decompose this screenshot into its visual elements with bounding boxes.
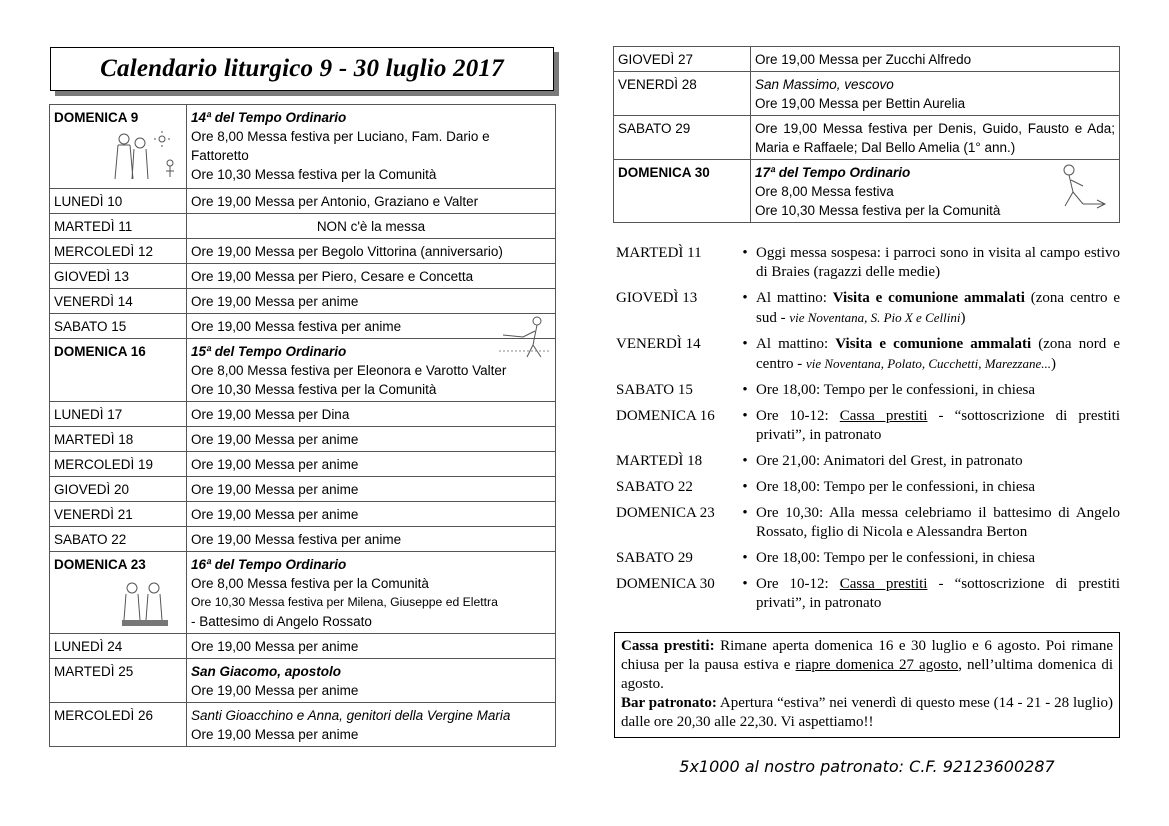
event-text-part: (zona nord e centro - — [756, 336, 1120, 372]
entry-cell — [187, 105, 556, 189]
day-label: LUNEDÌ 24 — [50, 634, 187, 659]
entry-cell — [187, 659, 556, 703]
celebration-title: 17ª del Tempo Ordinario — [755, 165, 911, 180]
event-day: GIOVEDÌ 13 — [616, 290, 698, 306]
day-label: MERCOLEDÌ 19 — [50, 452, 187, 477]
baptism-line: - Battesimo di Angelo Rossato — [191, 614, 372, 629]
mass-line: Ore 19,00 Messa per anime — [187, 502, 556, 527]
event-text — [756, 407, 1120, 445]
mass-line: Ore 19,00 Messa per anime — [187, 289, 556, 314]
day-label: GIOVEDÌ 13 — [50, 264, 187, 289]
event-day: DOMENICA 30 — [616, 576, 715, 592]
mass-line: Ore 19,00 Messa per Bettin Aurelia — [755, 96, 966, 111]
day-label: DOMENICA 23 — [54, 557, 146, 572]
event-text — [756, 575, 1120, 613]
event-day: DOMENICA 23 — [616, 505, 715, 521]
notice-text: Rimane aperta domenica 16 e 30 luglio e 6 agosto. Poi rimane chiusa per la pausa estiva e — [621, 638, 1113, 673]
celebration-title: 15ª del Tempo Ordinario — [191, 344, 347, 359]
event-day: MARTEDÌ 11 — [616, 245, 702, 261]
bullet-icon: • — [742, 336, 748, 352]
bullet-icon: • — [742, 550, 748, 566]
mass-line: Ore 19,00 Messa festiva per anime — [191, 319, 402, 334]
table-row — [50, 427, 556, 452]
mass-line: Ore 8,00 Messa festiva per Luciano, Fam. Dario e Fattoretto — [191, 129, 490, 163]
bullet-icon: • — [742, 453, 748, 469]
mass-line: Ore 19,00 Messa per anime — [187, 427, 556, 452]
mass-line: Ore 19,00 Messa per anime — [187, 477, 556, 502]
celebration-title: San Giacomo, apostolo — [191, 664, 342, 679]
table-row — [50, 264, 556, 289]
table-row — [614, 47, 1120, 72]
bullet-icon: • — [742, 408, 748, 424]
table-row — [614, 116, 1120, 160]
day-label: SABATO 15 — [50, 314, 187, 339]
table-row — [50, 552, 556, 634]
table-row — [50, 477, 556, 502]
mass-line: Ore 8,00 Messa festiva per la Comunità — [191, 576, 429, 591]
event-text-part: - “sottoscrizione di prestiti privati”, in patronato — [756, 576, 1121, 611]
day-label: MARTEDÌ 25 — [50, 659, 187, 703]
bullet-icon: • — [742, 382, 748, 398]
event-text-part: Ore 10-12: — [756, 576, 840, 592]
day-label: MARTEDÌ 11 — [50, 214, 187, 239]
notice-label: Cassa prestiti: — [621, 638, 715, 654]
list-item — [616, 335, 1120, 374]
mass-line: Ore 19,00 Messa per Piero, Cesare e Concetta — [187, 264, 556, 289]
event-text-part: Al mattino: — [756, 336, 836, 352]
mass-line: Ore 10,30 Messa festiva per la Comunità — [191, 382, 437, 397]
day-label: DOMENICA 16 — [50, 339, 187, 402]
mass-line: Ore 8,00 Messa festiva per Eleonora e Varotto Valter — [191, 363, 507, 378]
event-text-part: - “sottoscrizione di prestiti privati”, in patronato — [756, 408, 1121, 443]
list-item — [616, 407, 1120, 445]
table-row — [614, 160, 1120, 223]
event-highlight: Visita e comunione ammalati — [832, 290, 1025, 306]
list-item — [616, 575, 1120, 613]
footer-text: 5x1000 al nostro patronato: C.F. 92123600287 — [679, 757, 1055, 776]
entry-cell — [751, 160, 1120, 223]
mass-line: Ore 19,00 Messa festiva per Denis, Guido, Fausto e Ada; Maria e Raffaele; Dal Bello Amelia (1° ann.) — [751, 116, 1120, 160]
mass-line: Ore 10,30 Messa festiva per la Comunità — [191, 167, 437, 182]
list-item — [616, 244, 1120, 282]
event-text-part: Al mattino: — [756, 290, 833, 306]
baptism-illustration-icon — [118, 580, 172, 628]
list-item — [616, 504, 1120, 542]
entry-cell — [187, 703, 556, 747]
mass-line: Ore 19,00 Messa per anime — [187, 452, 556, 477]
list-item — [616, 452, 1120, 471]
celebration-title: 16ª del Tempo Ordinario — [191, 557, 347, 572]
mass-line: Ore 19,00 Messa per anime — [191, 683, 359, 698]
day-label: VENERDÌ 21 — [50, 502, 187, 527]
day-label: MERCOLEDÌ 12 — [50, 239, 187, 264]
entry-cell — [187, 339, 556, 402]
mass-line: Ore 19,00 Messa festiva per anime — [187, 527, 556, 552]
bullet-icon: • — [742, 290, 748, 306]
bullet-icon: • — [742, 576, 748, 592]
day-label: MARTEDÌ 18 — [50, 427, 187, 452]
table-row — [50, 402, 556, 427]
event-text-part: ) — [960, 310, 966, 326]
event-text: Ore 18,00: Tempo per le confessioni, in chiesa — [756, 550, 1036, 566]
day-label: SABATO 29 — [614, 116, 751, 160]
notice-label: Bar patronato: — [621, 695, 717, 711]
mass-line: Ore 19,00 Messa per Dina — [187, 402, 556, 427]
page-title: Calendario liturgico 9 - 30 luglio 2017 — [100, 55, 504, 82]
list-item — [616, 289, 1120, 328]
day-label: LUNEDÌ 17 — [50, 402, 187, 427]
day-label: GIOVEDÌ 20 — [50, 477, 187, 502]
table-row — [50, 634, 556, 659]
table-row — [50, 289, 556, 314]
bar-patronato-paragraph — [621, 694, 1113, 732]
day-label: DOMENICA 9 — [54, 110, 139, 125]
list-item — [616, 478, 1120, 497]
mass-line: Ore 19,00 Messa per anime — [191, 727, 359, 742]
event-streets: vie Noventana, Polato, Cucchetti, Marezzane... — [805, 356, 1052, 371]
celebration-title: Santi Gioacchino e Anna, genitori della Vergine Maria — [191, 708, 511, 723]
celebration-title: San Massimo, vescovo — [755, 77, 894, 92]
event-text-part: (zona centro e sud - — [756, 290, 1120, 326]
table-row — [50, 214, 556, 239]
event-text: Ore 18,00: Tempo per le confessioni, in chiesa — [756, 479, 1036, 495]
day-label: VENERDÌ 28 — [614, 72, 751, 116]
day-label: DOMENICA 30 — [614, 160, 751, 223]
day-cell — [50, 552, 187, 634]
day-label: MERCOLEDÌ 26 — [50, 703, 187, 747]
left-calendar-table — [49, 104, 556, 747]
notice-text: , nell’ultima domenica di agosto. — [621, 657, 1113, 692]
event-day: SABATO 22 — [616, 479, 693, 495]
event-day: SABATO 15 — [616, 382, 693, 398]
event-text: Ore 21,00: Animatori del Grest, in patronato — [756, 453, 1023, 469]
day-label: SABATO 22 — [50, 527, 187, 552]
table-row — [50, 339, 556, 402]
event-text: Ore 18,00: Tempo per le confessioni, in chiesa — [756, 382, 1036, 398]
event-highlight: Visita e comunione ammalati — [835, 336, 1032, 352]
mass-line: Ore 19,00 Messa per Zucchi Alfredo — [751, 47, 1120, 72]
right-calendar-table — [613, 46, 1120, 223]
event-text: Ore 10,30: Alla messa celebriamo il battesimo di Angelo Rossato, figlio di Nicola e Alessandra Berton — [756, 505, 1120, 540]
mass-line: Ore 10,30 Messa festiva per Milena, Giuseppe ed Elettra — [191, 595, 498, 609]
event-highlight: Cassa prestiti — [839, 408, 928, 424]
event-text-part: ) — [1051, 356, 1057, 372]
entry-cell — [751, 72, 1120, 116]
day-label: GIOVEDÌ 27 — [614, 47, 751, 72]
table-row — [50, 105, 556, 189]
event-day: MARTEDÌ 18 — [616, 453, 703, 469]
mass-line: Ore 19,00 Messa per Begolo Vittorina (anniversario) — [187, 239, 556, 264]
family-illustration-icon — [110, 131, 180, 183]
table-row — [614, 72, 1120, 116]
cassa-prestiti-paragraph — [621, 637, 1113, 694]
event-text — [756, 289, 1120, 328]
event-text-part: Ore 10-12: — [756, 408, 840, 424]
event-day: SABATO 29 — [616, 550, 693, 566]
bullet-icon: • — [742, 245, 748, 261]
notice-box — [614, 632, 1120, 738]
event-highlight: Cassa prestiti — [839, 576, 928, 592]
mass-line: NON c'è la messa — [187, 214, 556, 239]
event-day: DOMENICA 16 — [616, 408, 715, 424]
day-label: VENERDÌ 14 — [50, 289, 187, 314]
table-row — [50, 189, 556, 214]
table-row — [50, 452, 556, 477]
notice-text: Apertura “estiva” nei venerdì di questo mese (14 - 21 - 28 luglio) dalle ore 20,30 alle 22,30. Vi aspettiamo!! — [621, 695, 1114, 730]
sower-illustration-icon — [497, 315, 553, 359]
event-day: VENERDÌ 14 — [616, 336, 701, 352]
table-row — [50, 502, 556, 527]
mass-line: Ore 19,00 Messa per Antonio, Graziano e Valter — [187, 189, 556, 214]
mass-line: Ore 8,00 Messa festiva — [755, 184, 894, 199]
events-list — [616, 244, 1120, 620]
list-item — [616, 549, 1120, 568]
table-row — [50, 314, 556, 339]
runner-illustration-icon — [1053, 162, 1109, 214]
mass-line: Ore 19,00 Messa per anime — [187, 634, 556, 659]
bullet-icon: • — [742, 505, 748, 521]
list-item — [616, 381, 1120, 400]
event-text — [756, 335, 1120, 374]
table-row — [50, 703, 556, 747]
mass-line: Ore 10,30 Messa festiva per la Comunità — [755, 203, 1001, 218]
entry-cell — [187, 552, 556, 634]
day-cell — [50, 105, 187, 189]
bullet-icon: • — [742, 479, 748, 495]
notice-highlight: riapre domenica 27 agosto — [795, 657, 959, 673]
table-row — [50, 239, 556, 264]
table-row — [50, 527, 556, 552]
event-streets: vie Noventana, S. Pio X e Cellini — [789, 310, 961, 325]
day-label: LUNEDÌ 10 — [50, 189, 187, 214]
celebration-title: 14ª del Tempo Ordinario — [191, 110, 347, 125]
title-box — [50, 47, 554, 91]
event-text: Oggi messa sospesa: i parroci sono in visita al campo estivo di Braies (ragazzi delle medie) — [756, 245, 1120, 280]
table-row — [50, 659, 556, 703]
